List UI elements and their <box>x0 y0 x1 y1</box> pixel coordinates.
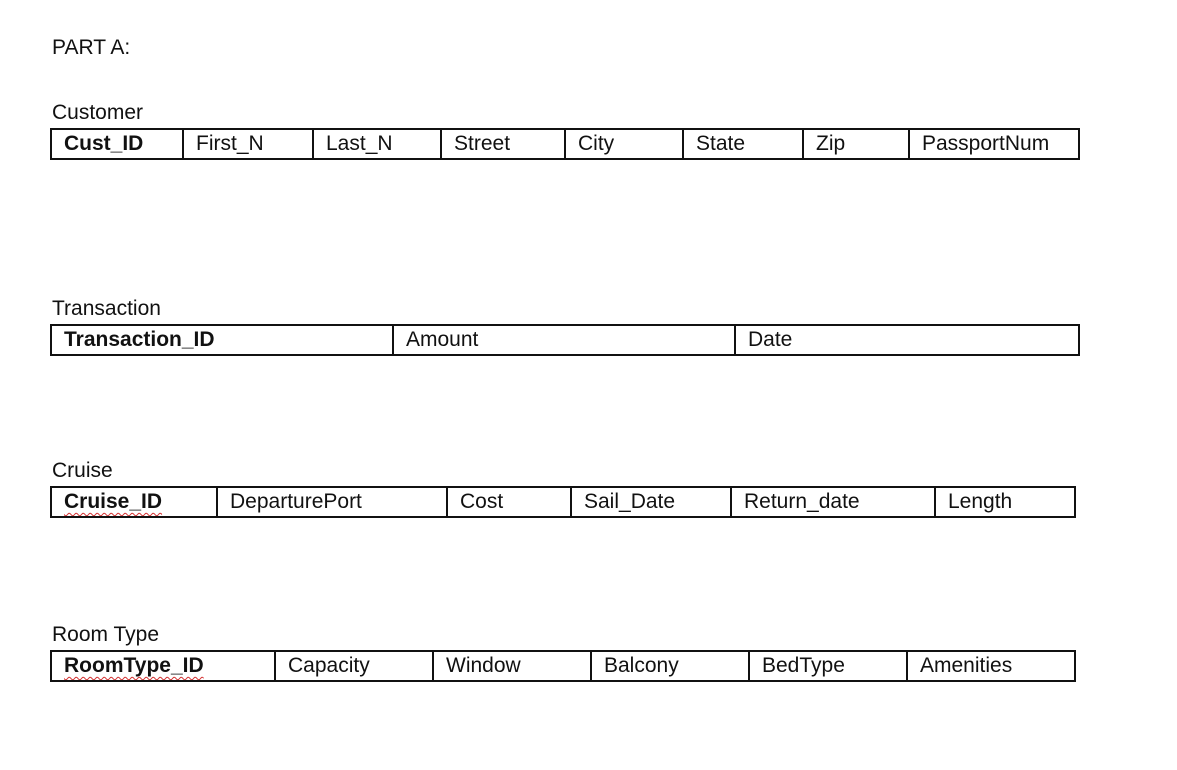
cruise-primary-key-cell <box>51 487 217 517</box>
customer-attribute-cell: Street <box>441 129 565 159</box>
roomtype-attribute-cell: BedType <box>749 651 907 681</box>
table-row <box>51 325 1079 355</box>
roomtype-attribute-cell: Capacity <box>275 651 433 681</box>
transaction-primary-key-cell: Transaction_ID <box>51 325 393 355</box>
table-row <box>51 651 1075 681</box>
cruise-table <box>50 486 1076 518</box>
transaction-attribute-cell: Amount <box>393 325 735 355</box>
table-row <box>51 129 1079 159</box>
cruise-attribute-cell: Return_date <box>731 487 935 517</box>
customer-attribute-cell: First_N <box>183 129 313 159</box>
cruise-attribute-cell: Length <box>935 487 1075 517</box>
roomtype-attribute-cell: Window <box>433 651 591 681</box>
cruise-attribute-cell: Cost <box>447 487 571 517</box>
customer-attribute-cell: City <box>565 129 683 159</box>
part-heading: PART A: <box>52 36 131 59</box>
cruise-table-label: Cruise <box>52 459 113 482</box>
cruise-attribute-cell: Sail_Date <box>571 487 731 517</box>
roomtype-table-label: Room Type <box>52 623 159 646</box>
cruise-attribute-cell: DeparturePort <box>217 487 447 517</box>
transaction-attribute-cell: Date <box>735 325 1079 355</box>
table-row <box>51 487 1075 517</box>
roomtype-attribute-cell: Balcony <box>591 651 749 681</box>
transaction-table <box>50 324 1080 356</box>
customer-attribute-cell: PassportNum <box>909 129 1079 159</box>
customer-table <box>50 128 1080 160</box>
customer-attribute-cell: Last_N <box>313 129 441 159</box>
customer-primary-key-cell: Cust_ID <box>51 129 183 159</box>
customer-attribute-cell: State <box>683 129 803 159</box>
cruise-id-text: Cruise_ID <box>64 490 163 513</box>
transaction-table-label: Transaction <box>52 297 161 320</box>
roomtype-table <box>50 650 1076 682</box>
roomtype-id-text: RoomType_ID <box>64 654 204 677</box>
roomtype-attribute-cell: Amenities <box>907 651 1075 681</box>
roomtype-primary-key-cell <box>51 651 275 681</box>
customer-table-label: Customer <box>52 101 144 124</box>
customer-attribute-cell: Zip <box>803 129 909 159</box>
